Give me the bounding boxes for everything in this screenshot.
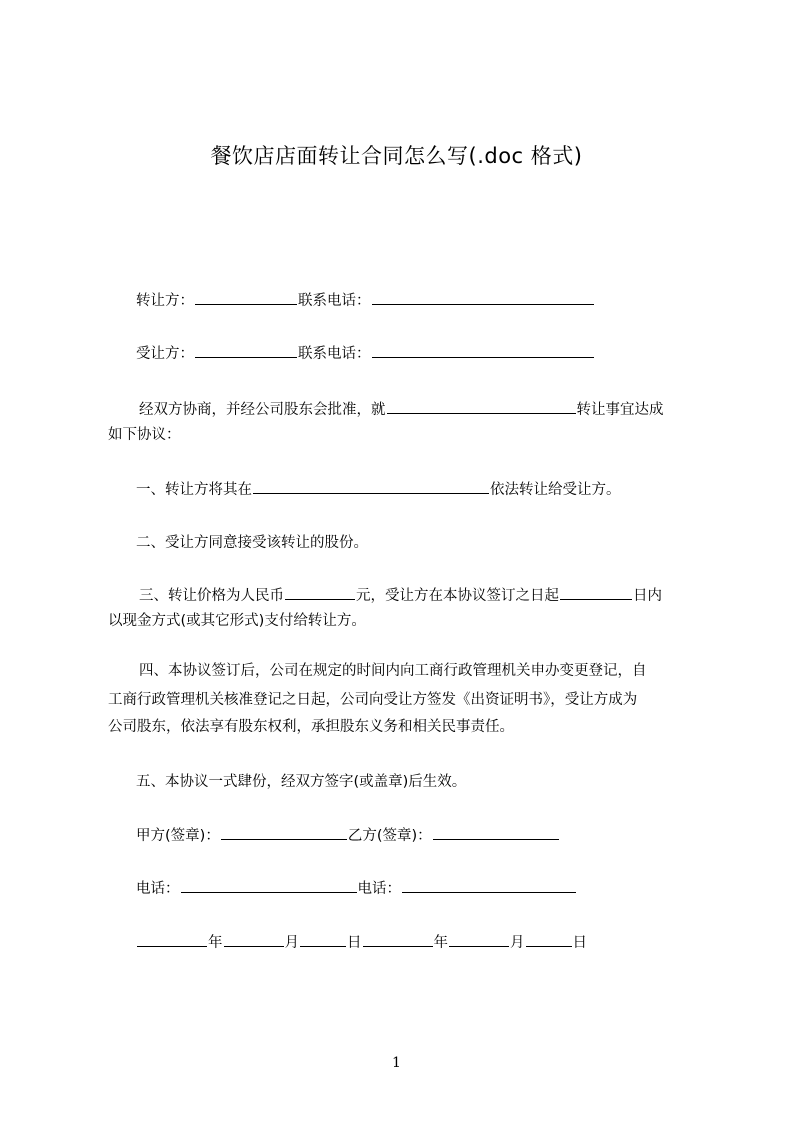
intro-line-1: [139, 399, 664, 420]
clause-4-text-2: 工商行政管理机关核准登记之日起，公司向受让方签发《出资证明书》，受让方成为: [108, 692, 638, 708]
page-number: 1: [392, 1055, 401, 1071]
clause-3-line-2: [108, 611, 366, 631]
transferor-phone-blank: [372, 290, 594, 305]
clause-3-text-3: 日内: [633, 588, 662, 604]
clause-4-line-2: [108, 690, 637, 710]
clause-3-text-4: 以现金方式(或其它形式)支付给转让方。: [108, 613, 366, 629]
clause-3-days-blank: [560, 585, 632, 600]
transferee-name-blank: [195, 343, 297, 358]
intro-subject-blank: [387, 399, 576, 414]
date-line: [136, 932, 587, 953]
intro-text-3: 如下协议：: [108, 427, 181, 443]
phone-a-blank: [181, 878, 357, 893]
clause-1: [136, 479, 621, 500]
clause-5: [136, 772, 466, 792]
date-b-year-label: 年: [433, 935, 448, 951]
date-a-month-blank: [224, 932, 284, 947]
date-b-year-blank: [363, 932, 433, 947]
party-a-signature-blank: [221, 825, 347, 840]
date-b-day-blank: [526, 932, 572, 947]
transferor-label: 转让方：: [136, 293, 194, 309]
date-a-year-label: 年: [208, 935, 223, 951]
party-b-label: 乙方(签章)：: [347, 828, 432, 844]
date-a-month-label: 月: [284, 935, 299, 951]
clause-2: [136, 533, 368, 553]
transferor-phone-label: 联系电话：: [298, 293, 371, 309]
phone-line: [136, 878, 577, 899]
clause-1-text-1: 一、转让方将其在: [136, 482, 252, 498]
intro-text-2: 转让事宜达成: [576, 402, 664, 418]
clause-3-price-blank: [285, 585, 355, 600]
transferee-label: 受让方：: [136, 346, 194, 362]
transferee-line: [136, 343, 595, 364]
phone-b-blank: [402, 878, 576, 893]
party-a-label: 甲方(签章)：: [136, 828, 220, 844]
clause-3-line-1: [139, 585, 662, 606]
clause-4-line-1: [139, 661, 647, 681]
date-b-month-label: 月: [510, 935, 525, 951]
clause-4-text-1: 四、本协议签订后，公司在规定的时间内向工商行政管理机关申办变更登记，自: [139, 663, 647, 679]
clause-2-text: 二、受让方同意接受该转让的股份。: [136, 535, 368, 551]
clause-4-text-3: 公司股东，依法享有股东权利，承担股东义务和相关民事责任。: [108, 719, 514, 735]
transferor-name-blank: [195, 290, 297, 305]
phone-b-label: 电话：: [357, 881, 401, 897]
clause-3-text-1: 三、转让价格为人民币: [139, 588, 284, 604]
date-a-day-blank: [300, 932, 346, 947]
phone-a-label: 电话：: [136, 881, 180, 897]
transferor-line: [136, 290, 595, 311]
intro-line-2: [108, 425, 181, 445]
signature-line: [136, 825, 560, 846]
party-b-signature-blank: [433, 825, 559, 840]
clause-5-text: 五、本协议一式肆份，经双方签字(或盖章)后生效。: [136, 774, 467, 790]
clause-1-text-2: 依法转让给受让方。: [490, 482, 621, 498]
date-a-year-blank: [137, 932, 207, 947]
clause-4-line-3: [108, 717, 514, 737]
date-b-day-label: 日: [572, 935, 587, 951]
document-title: 餐饮店店面转让合同怎么写(.doc 格式): [210, 144, 583, 168]
transferee-phone-label: 联系电话：: [298, 346, 371, 362]
transferee-phone-blank: [372, 343, 594, 358]
clause-3-text-2: 元，受让方在本协议签订之日起: [356, 588, 559, 604]
clause-1-blank: [253, 479, 489, 494]
date-b-month-blank: [449, 932, 509, 947]
intro-text-1: 经双方协商，并经公司股东会批准，就: [139, 402, 386, 418]
date-a-day-label: 日: [347, 935, 362, 951]
